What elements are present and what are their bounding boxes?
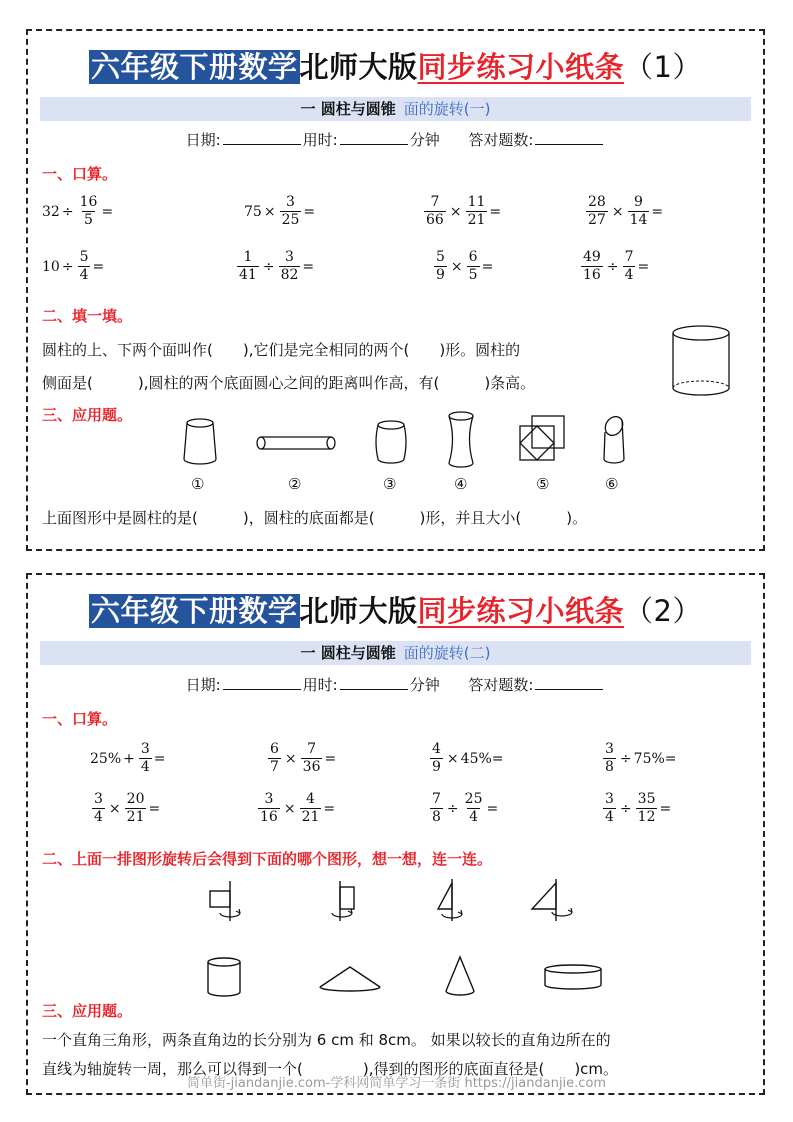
answer-line: 上面图形中是圆柱的是( )，圆柱的底面都是( )形，并且大小( )。 — [42, 509, 588, 527]
sheet-title — [28, 589, 763, 630]
title-series: 同步练习小纸条 — [417, 594, 625, 628]
section-application: 三、应用题。 — [42, 406, 133, 424]
section-oral: 一、口算。 — [42, 710, 118, 728]
minutes-label: 分钟 — [409, 131, 440, 149]
rect-rotation-figure — [206, 881, 256, 925]
title-grade: 六年级下册数学 — [91, 50, 298, 84]
calc-item: $\frac{3}{4}$ × $\frac{20}{21}$ = — [94, 791, 161, 825]
title-edition: 北师大版 — [299, 594, 418, 628]
calc-item: $\frac{6}{7}$ × $\frac{7}{36}$ = — [270, 741, 337, 775]
shape-label: ④ — [454, 475, 468, 493]
title-number: （2） — [624, 594, 702, 628]
lesson-name: 面的旋转(一) — [403, 100, 491, 118]
fill-line-1: 圆柱的上、下两个面叫作( ),它们是完全相同的两个( )形。圆柱的 — [42, 341, 521, 359]
title-number: （1） — [624, 50, 702, 84]
calc-item: $\frac{7}{66}$ × $\frac{11}{21}$ = — [426, 194, 502, 228]
date-label: 日期: — [185, 676, 221, 694]
date-label: 日期: — [185, 131, 221, 149]
title-grade: 六年级下册数学 — [91, 594, 298, 628]
section-rotate-match: 二、上面一排图形旋转后会得到下面的哪个图形，想一想，连一连。 — [42, 850, 493, 868]
calc-item: 32 ÷ $\frac{16}{5}$ = — [42, 194, 114, 228]
shape-5-square-composite — [518, 414, 568, 466]
short-cylinder-solid — [542, 963, 604, 993]
lesson-name: 面的旋转(二) — [403, 644, 491, 662]
correct-label: 答对题数: — [468, 676, 534, 694]
date-field[interactable] — [223, 130, 301, 145]
calc-item: $\frac{1}{41}$ ÷ $\frac{3}{82}$ = — [239, 249, 315, 283]
shape-4-waisted — [446, 411, 476, 469]
exercise-sheet-1 — [26, 29, 765, 551]
correct-label: 答对题数: — [468, 131, 534, 149]
shape-label: ③ — [383, 475, 397, 493]
shape-3-barrel — [373, 419, 409, 467]
rect-rotation-figure-2 — [330, 881, 380, 925]
info-line — [28, 674, 763, 695]
triangle-rotation-figure-2 — [530, 879, 580, 925]
unit-band — [40, 641, 751, 665]
shape-label: ① — [191, 475, 205, 493]
info-line — [28, 129, 763, 150]
shape-2-rod — [256, 434, 336, 454]
section-oral: 一、口算。 — [42, 165, 118, 183]
calc-item: $\frac{3}{4}$ ÷ $\frac{35}{12}$ = — [605, 791, 672, 825]
shape-label: ⑤ — [536, 475, 550, 493]
shape-label: ⑥ — [605, 475, 619, 493]
cylinder-illustration — [670, 324, 732, 398]
time-field[interactable] — [340, 130, 408, 145]
calc-item: $\frac{5}{9}$ × $\frac{6}{5}$ = — [436, 249, 494, 283]
cylinder-solid — [204, 956, 244, 998]
time-label: 用时: — [302, 676, 338, 694]
exercise-sheet-2 — [26, 573, 765, 1095]
unit-name: 一 圆柱与圆锥 — [300, 100, 396, 118]
calc-item: 25% + $\frac{3}{4}$ = — [90, 741, 166, 775]
unit-band — [40, 97, 751, 121]
time-field[interactable] — [340, 675, 408, 690]
calc-item: $\frac{3}{8}$ ÷ 75% = — [605, 741, 677, 775]
calc-item: $\frac{3}{16}$ × $\frac{4}{21}$ = — [260, 791, 336, 825]
calc-item: 75 × $\frac{3}{25}$ = — [244, 194, 316, 228]
date-field[interactable] — [223, 675, 301, 690]
watermark-footer: 简单街-jiandanjie.com-学科网简单学习一条街 https://jiandanjie.com — [186, 1076, 607, 1091]
title-edition: 北师大版 — [299, 50, 418, 84]
fill-line-2: 侧面是( ),圆柱的两个底面圆心之间的距离叫作高，有( )条高。 — [42, 374, 536, 392]
section-fill: 二、填一填。 — [42, 307, 133, 325]
shape-label: ② — [288, 475, 302, 493]
application-line-2: 直线为轴旋转一周，那么可以得到一个( ),得到的图形的底面直径是( )cm。 — [42, 1060, 619, 1078]
calc-item: $\frac{4}{9}$ × 45% = — [432, 741, 504, 775]
calc-item: 10 ÷ $\frac{5}{4}$ = — [42, 249, 105, 283]
section-application: 三、应用题。 — [42, 1002, 133, 1020]
calc-item: $\frac{7}{8}$ ÷ $\frac{25}{4}$ = — [432, 791, 499, 825]
flat-cone-solid — [317, 963, 383, 993]
triangle-rotation-figure — [432, 879, 482, 925]
shape-1-frustum — [180, 417, 220, 467]
application-line-1: 一个直角三角形，两条直角边的长分别为 6 cm 和 8cm。 如果以较长的直角边所在的 — [42, 1031, 611, 1049]
correct-field[interactable] — [535, 130, 603, 145]
calc-item: $\frac{28}{27}$ × $\frac{9}{14}$ = — [588, 194, 664, 228]
calc-item: $\frac{49}{16}$ ÷ $\frac{7}{4}$ = — [583, 249, 650, 283]
sheet-title — [28, 45, 763, 86]
time-label: 用时: — [302, 131, 338, 149]
shape-6-slanted-cylinder — [600, 414, 630, 468]
correct-field[interactable] — [535, 675, 603, 690]
minutes-label: 分钟 — [409, 676, 440, 694]
unit-name: 一 圆柱与圆锥 — [300, 644, 396, 662]
title-series: 同步练习小纸条 — [417, 50, 625, 84]
tall-cone-solid — [443, 953, 477, 999]
